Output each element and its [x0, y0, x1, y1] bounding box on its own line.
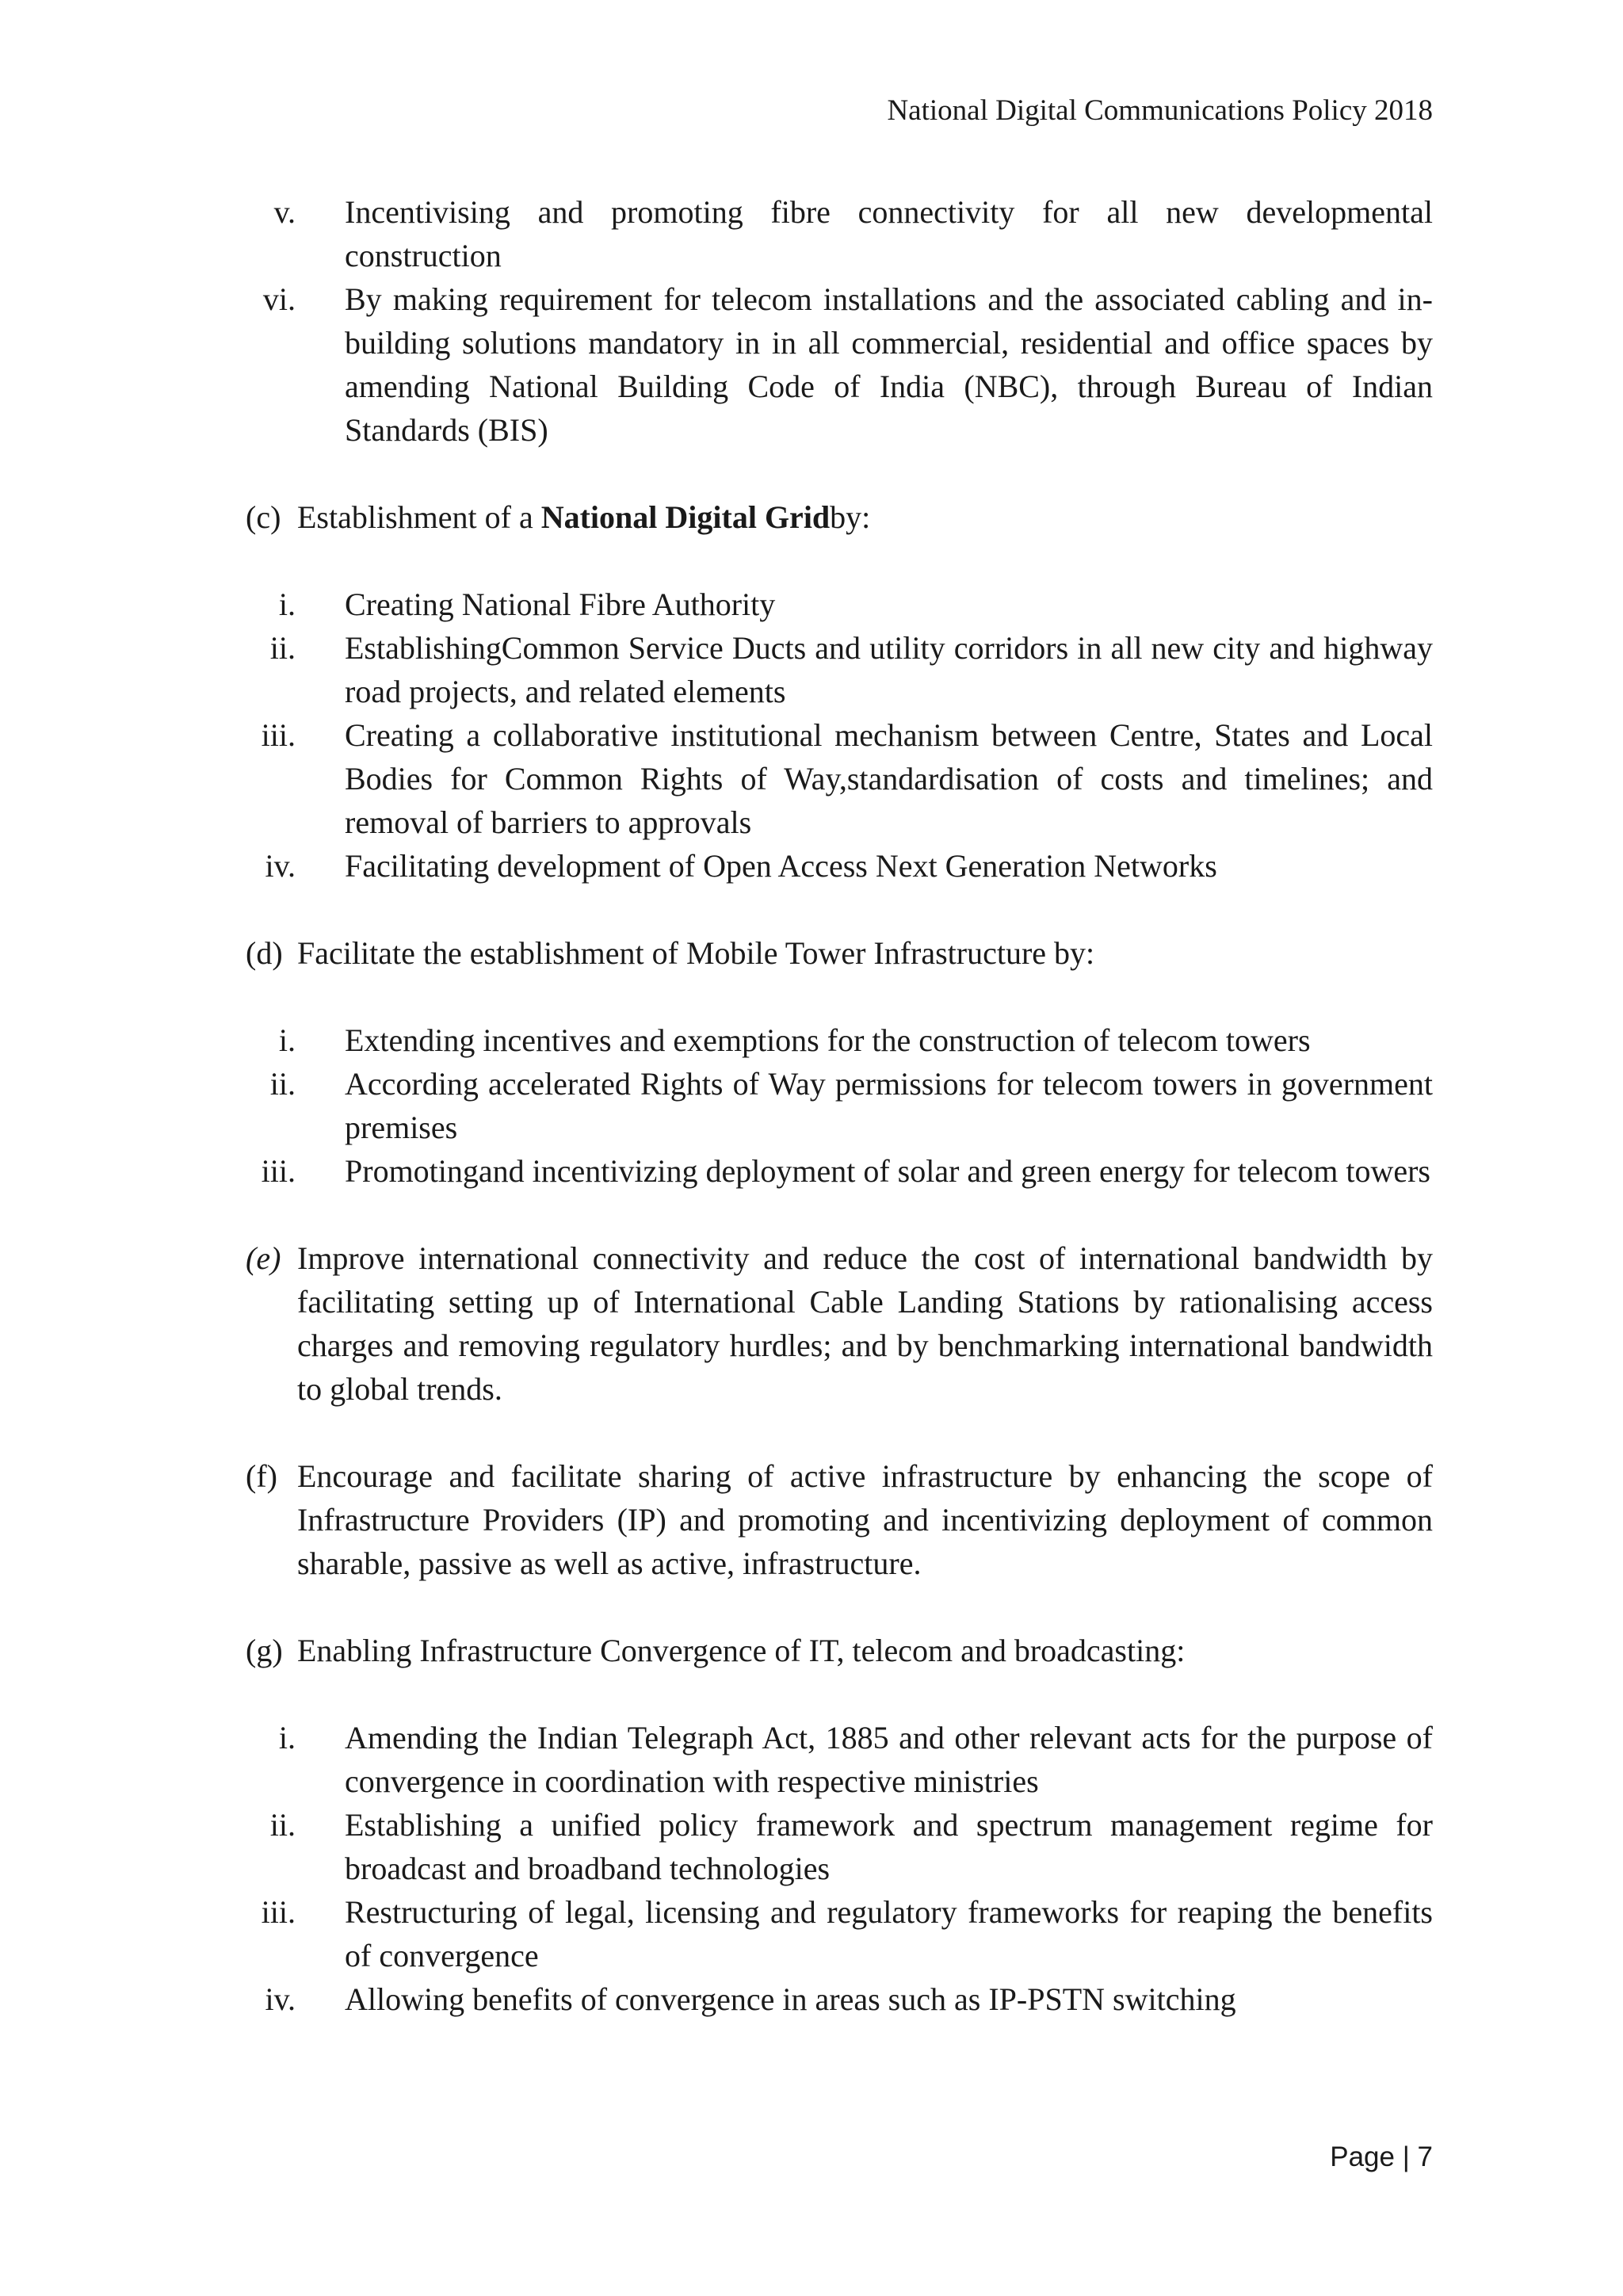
- page-number: Page | 7: [1330, 2141, 1433, 2172]
- section-c-prefix: Establishment of a: [297, 499, 541, 535]
- list-number: ii.: [269, 1066, 296, 1102]
- section-text: [297, 495, 1433, 539]
- section-letter: (g): [246, 1633, 283, 1668]
- running-header: National Digital Communications Policy 2018: [887, 94, 1433, 127]
- section-text: Encourage and facilitate sharing of active infrastructure by enhancing the scope of Infrastructure Providers (IP) and promoting and incentivizing deployment of common sharable, passive as well as active, infrastructure.: [297, 1458, 1433, 1581]
- list-text: Restructuring of legal, licensing and regulatory frameworks for reaping the benefits of convergence: [345, 1894, 1433, 1973]
- list-number: ii.: [269, 1807, 296, 1843]
- list-item: [246, 713, 1433, 844]
- list-item: [246, 277, 1433, 452]
- list-number: iii.: [261, 717, 296, 753]
- list-number: vi.: [262, 281, 296, 317]
- list-text: Establishing a unified policy framework and spectrum management regime for broadcast and broadband technologies: [345, 1807, 1433, 1886]
- section-text: Enabling Infrastructure Convergence of IT, telecom and broadcasting:: [297, 1633, 1186, 1668]
- list-number: i.: [278, 1720, 296, 1755]
- list-number: ii.: [269, 630, 296, 666]
- list-text: By making requirement for telecom installations and the associated cabling and in-building solutions mandatory in in all commercial, residential and office spaces by amending National Building Code of India (NBC), through Bureau of Indian Standards (BIS): [345, 281, 1433, 448]
- section-e-paragraph: [246, 1236, 1433, 1411]
- list-text: Amending the Indian Telegraph Act, 1885 and other relevant acts for the purpose of convergence in coordination with respective ministries: [345, 1720, 1433, 1799]
- section-text: Facilitate the establishment of Mobile Tower Infrastructure by:: [297, 935, 1095, 971]
- page-content: [246, 190, 1433, 2021]
- section-text: Improve international connectivity and reduce the cost of international bandwidth by facilitating setting up of International Cable Landing Stations by rationalising access charges and removing regulatory hurdles; and by benchmarking international bandwidth to global trends.: [297, 1240, 1433, 1407]
- list-item: [246, 1018, 1433, 1062]
- list-number: v.: [273, 194, 296, 230]
- section-letter: (e): [246, 1240, 281, 1276]
- list-text: Facilitating development of Open Access Next Generation Networks: [345, 848, 1217, 884]
- list-number: iii.: [261, 1894, 296, 1930]
- list-number: i.: [278, 586, 296, 622]
- list-item: [246, 583, 1433, 626]
- list-item: [246, 626, 1433, 713]
- section-d-list: [246, 1018, 1433, 1193]
- section-d-heading: [246, 931, 1433, 975]
- list-text: EstablishingCommon Service Ducts and utility corridors in all new city and highway road projects, and related elements: [345, 630, 1433, 709]
- section-g-heading: [246, 1629, 1433, 1672]
- section-c-bold-term: National Digital Grid: [540, 499, 831, 535]
- list-number: iv.: [265, 848, 296, 884]
- section-letter: (c): [246, 499, 281, 535]
- section-letter: (f): [246, 1458, 277, 1494]
- list-item: [246, 1149, 1433, 1193]
- list-item: [246, 190, 1433, 277]
- section-c-list: [246, 583, 1433, 888]
- list-number: i.: [278, 1022, 296, 1058]
- list-number: iv.: [265, 1981, 296, 2017]
- section-c-suffix: by:: [830, 499, 871, 535]
- list-item: [246, 1890, 1433, 1977]
- continued-list: [246, 190, 1433, 452]
- list-item: [246, 1716, 1433, 1803]
- list-text: Creating National Fibre Authority: [345, 586, 776, 622]
- list-item: [246, 844, 1433, 888]
- list-number: iii.: [261, 1153, 296, 1189]
- section-f-paragraph: [246, 1454, 1433, 1585]
- list-item: [246, 1977, 1433, 2021]
- section-g-list: [246, 1716, 1433, 2021]
- list-text: Promotingand incentivizing deployment of solar and green energy for telecom towers: [345, 1153, 1430, 1189]
- list-text: Allowing benefits of convergence in areas such as IP-PSTN switching: [345, 1981, 1236, 2017]
- list-item: [246, 1803, 1433, 1890]
- list-item: [246, 1062, 1433, 1149]
- list-text: According accelerated Rights of Way permissions for telecom towers in government premises: [345, 1066, 1433, 1145]
- list-text: Creating a collaborative institutional mechanism between Centre, States and Local Bodies for Common Rights of Way,standardisation of costs and timelines; and removal of barriers to approvals: [345, 717, 1433, 840]
- section-letter: (d): [246, 935, 283, 971]
- section-c-heading: [246, 495, 1433, 539]
- list-text: Extending incentives and exemptions for the construction of telecom towers: [345, 1022, 1311, 1058]
- list-text: Incentivising and promoting fibre connectivity for all new developmental construction: [345, 194, 1433, 273]
